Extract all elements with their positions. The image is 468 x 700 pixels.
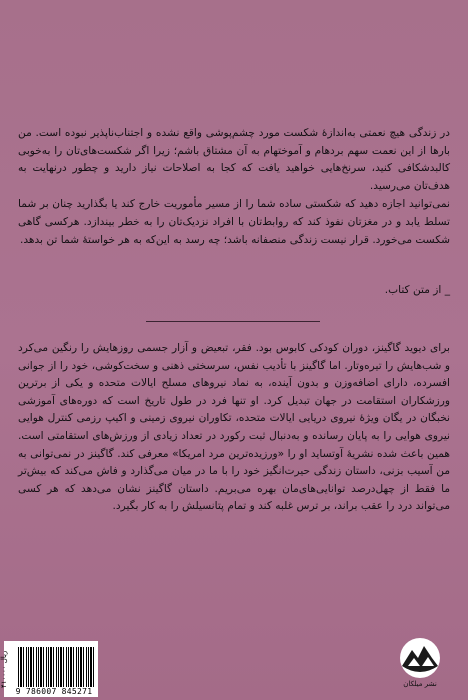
divider-line — [146, 321, 320, 322]
barcode-number: 9 786007 845271 — [15, 687, 93, 696]
publisher-logo — [398, 636, 442, 694]
mountains-logo-icon — [398, 636, 442, 680]
price-label: ۴۱۰۰۰۰ ریال — [0, 650, 8, 688]
barcode — [4, 641, 98, 697]
quote-paragraph-2: نمی‌توانید اجازه دهید که شکستی ساده شما را از مسیر مأموریت خارج کند یا بگذارید چنان بر شما تسلط یابد و در مغزتان نفوذ کند که روابط‌تان با افراد نزدیک‌تان را به خطر بیندازد. هرکسی گاهی شکست می‌خورد. قرار نیست زندگی منصفانه باشد؛ چه رسد به این‌که به هر خواستهٔ شما تن بدهد. — [18, 198, 450, 246]
quote-paragraph-1: در زندگی هیچ نعمتی به‌اندازهٔ شکست مورد چشم‌پوشی واقع نشده و اجتناب‌ناپذیر نبوده است. من بارها از این نعمت سهم بردهام و آموختهام به آن مشتاق باشم؛ زیرا اگر شکست‌های‌تان را به‌خوبی کالبدشکافی کنید، سرنخ‌هایی خواهید یافت که کجا به اصلاحات نیاز دارید و چطور درنهایت به هدف‌تان می‌رسید. — [18, 127, 450, 192]
blurb-text: برای دیوید گاگینز، دوران کودکی کابوس بود. فقر، تبعیض و آزار جسمی روزهایش را رنگین می‌کرد و شب‌هایش را تیره‌وتار. اما گاگینز با تأدیب نفس، سرسختی ذهنی و سخت‌کوشی، خود را از جوانی افسرده، دارای اضافه‌وزن و بدون آینده، به نماد نیروهای مسلح ایالات متحده و یکی از برترین ورزشکاران استقامت در جهان تبدیل کرد. او تنها فرد در طول تاریخ است که دوره‌های آموزشی نخبگان در یگان ویژهٔ نیروی دریایی ایالات متحده، تکاوران نیروی زمینی و اکیپ رزمی کنترل هوایی نیروی هوایی را به پایان رسانده و به‌دنبال ثبت رکورد در تعداد زیادی از ورزش‌های استقامتی است. همین باعث شده نشریهٔ آوتساید او را «ورزیده‌ترین مرد امریکا» معرفی کند. گاگینز در نمی‌توانی به من آسیب بزنی، داستان زندگی حیرت‌انگیز خود را با ما در میان می‌گذارد و فاش می‌کند که بیش‌تر ما فقط از چهل‌درصد توانایی‌های‌مان بهره می‌بریم. داستان گاگینز نشان می‌دهد که هر کسی می‌تواند درد را عقب براند، بر ترس غلبه کند و تمام پتانسیلش را به کار بگیرد. — [18, 342, 450, 513]
publisher-name: نشر میلکان — [403, 680, 437, 688]
cover-quote — [18, 125, 450, 250]
quote-source: _ از متن کتاب. — [384, 284, 450, 296]
barcode-bars — [18, 647, 94, 687]
